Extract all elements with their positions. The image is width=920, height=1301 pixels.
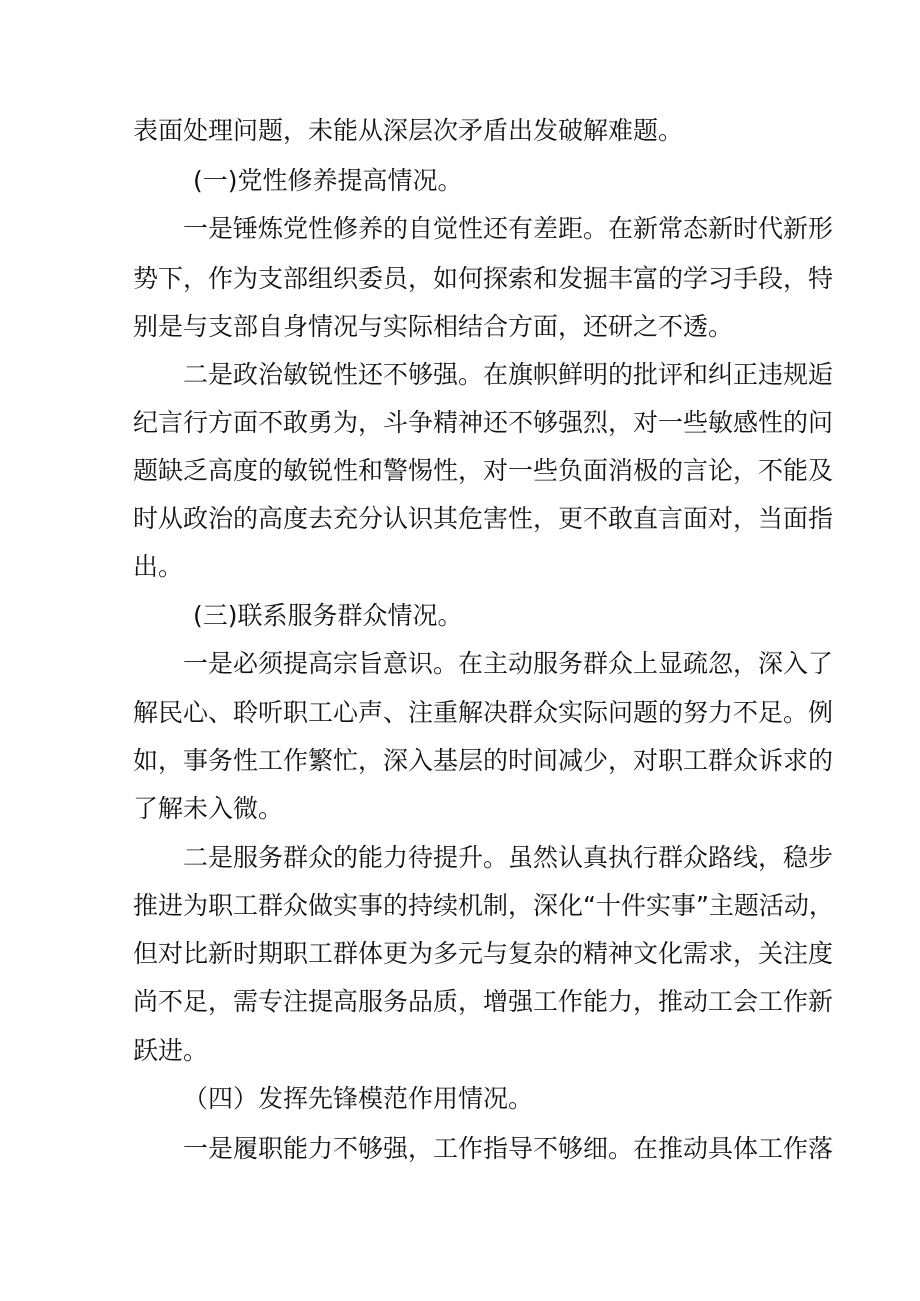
section-heading: （四）发挥先锋模范作用情况。 [183, 1084, 534, 1113]
text-line: 二是服务群众的能力待提升。虽然认真执行群众路线，稳步 [183, 843, 834, 872]
text-line: 题缺乏高度的敏锐性和警惕性，对一些负面消极的言论，不能及 [133, 456, 834, 485]
text-line: 势下，作为支部组织委员，如何探索和发掘丰富的学习手段，特 [133, 264, 834, 293]
section-heading: (三)联系服务群众情况。 [193, 601, 463, 630]
text-line: 一是履职能力不够强，工作指导不够细。在推动具体工作落 [183, 1134, 834, 1163]
text-line: 一是必须提高宗旨意识。在主动服务群众上显疏忽，深入了 [183, 649, 834, 678]
text-line: 跃进。 [133, 1036, 209, 1065]
text-line: 时从政治的高度去充分认识其危害性，更不敢直言面对，当面指 [133, 504, 834, 533]
text-line: 表面处理问题，未能从深层次矛盾出发破解难题。 [133, 116, 684, 145]
text-line: 出。 [133, 552, 184, 581]
text-line: 别是与支部自身情况与实际相结合方面，还研之不透。 [133, 312, 734, 341]
text-line: 二是政治敏锐性还不够强。在旗帜鲜明的批评和纠正违规逅 [183, 360, 834, 389]
text-line: 了解未入微。 [133, 794, 284, 823]
text-line: 解民心、聆听职工心声、注重解决群众实际问题的努力不足。例 [133, 698, 834, 727]
text-line: 但对比新时期职工群体更为多元与复杂的精神文化需求，关注度 [133, 939, 834, 968]
text-line: 推进为职工群众做实事的持续机制，深化“十件实事”主题活动， [133, 891, 834, 920]
text-line: 如，事务性工作繁忙，深入基层的时间减少，对职工群众诉求的 [133, 746, 834, 775]
text-line: 一是锤炼党性修养的自觉性还有差距。在新常态新时代新形 [183, 214, 834, 243]
text-line: 纪言行方面不敢勇为，斗争精神还不够强烈，对一些敏感性的问 [133, 408, 834, 437]
text-line: 尚不足，需专注提高服务品质，增强工作能力，推动工会工作新 [133, 987, 834, 1016]
section-heading: (一)党性修养提高情况。 [193, 166, 463, 195]
